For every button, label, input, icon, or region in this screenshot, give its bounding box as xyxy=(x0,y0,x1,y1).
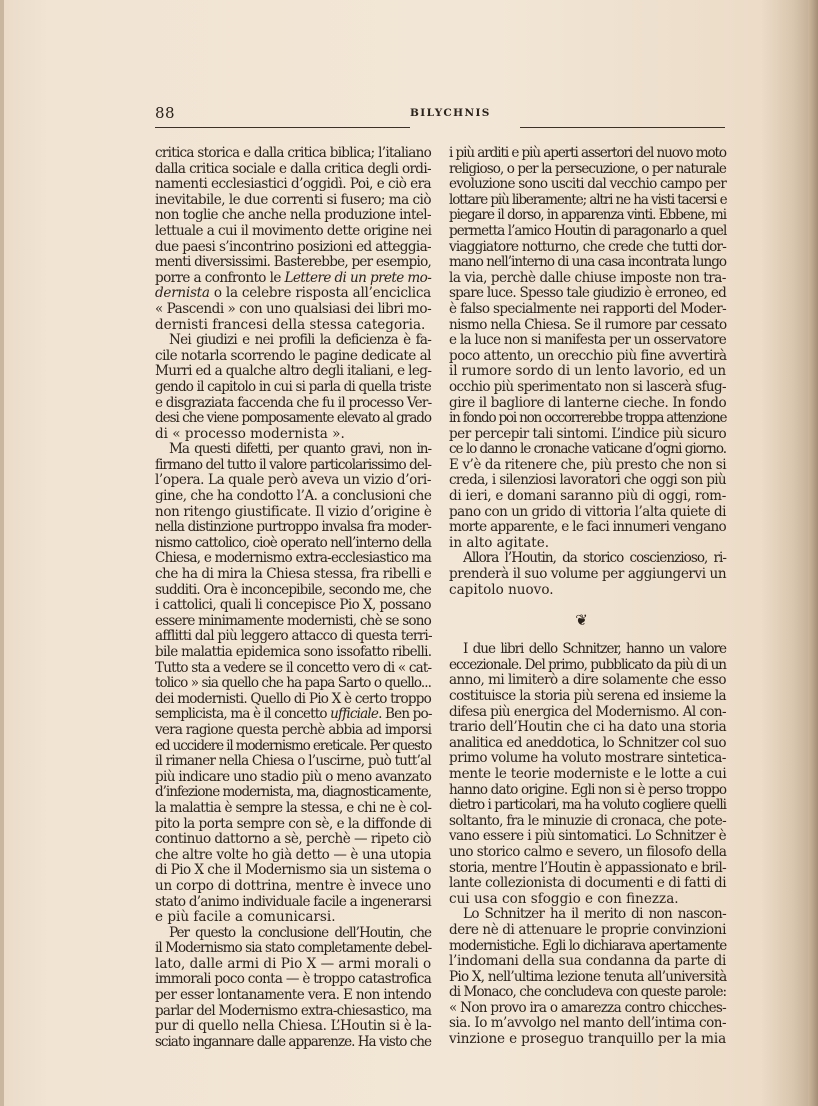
text-line: Lo Schnitzer ha il merito di non nascon- xyxy=(463,906,726,923)
text-line: viaggiatore notturno, che crede che tutti dor- xyxy=(449,238,726,255)
text-line: semplicista, ma è il concetto ufficiale. Ben po- xyxy=(155,706,432,723)
text-line: Nei giudizi e nei profili la deficienza è fa- xyxy=(169,332,431,349)
text-line: eccezionale. Del primo, pubblicato da più di un xyxy=(449,656,727,673)
text-line: continuo dattorno a sè, perchè — ripeto ciò xyxy=(155,831,431,848)
text-line: permetta l’amico Houtin di paragonarlo a quel xyxy=(449,222,727,239)
text-line: soltanto, fra le minuzie di cronaca, che pote- xyxy=(449,812,726,829)
text-line: l’opera. La quale però aveva un vizio d’ori- xyxy=(155,472,431,489)
text-line: dalla critica sociale e dalla critica degli ordi- xyxy=(155,160,431,177)
text-line: più indicare uno stadio più o meno avanzato xyxy=(155,768,432,785)
text-line: nismo nella Chiesa. Se il rumore par cessato xyxy=(449,316,727,333)
text-line: che altre volte ho già detto — è una utopia xyxy=(155,846,432,863)
text-line: dietro i particolari, ma ha voluto cogliere quelli xyxy=(449,797,727,814)
text-line: poco attento, un orecchio più fine avvertirà xyxy=(449,347,727,364)
text-line: pito la porta sempre con sè, e la diffonde di xyxy=(155,815,432,832)
text-line: nella distinzione purtroppo invalsa fra moder- xyxy=(155,519,431,536)
header-rule-left xyxy=(155,127,410,128)
text-line: i più arditi e più aperti assertori del nuovo moto xyxy=(449,145,726,161)
text-line: inevitabile, le due correnti si fusero; ma ciò xyxy=(155,191,431,208)
text-line: Murri ed a qualche altro degli italiani, e leg- xyxy=(155,363,432,380)
text-line: pur di quello nella Chiesa. L’Houtin si è la- xyxy=(155,1018,432,1035)
left-text-column xyxy=(155,146,431,1050)
text-line: per percepir tali sintomi. L’indice più sicuro xyxy=(449,425,727,442)
text-line: di Pio X che il Modernismo sia un sistema o xyxy=(155,862,431,879)
text-line: namenti ecclesiastici d’oggidì. Poi, e ciò era xyxy=(155,176,431,193)
page-left-edge xyxy=(0,0,4,1106)
text-line: non ritengo giustificate. Il vizio d’origine è xyxy=(155,503,432,520)
text-line: immorali poco conta — è troppo catastrofica xyxy=(155,971,432,988)
text-line: dei modernisti. Quello di Pio X è certo troppo xyxy=(155,690,431,707)
text-line: dere nè di attenuare le proprie convinzioni xyxy=(449,921,726,938)
text-line: E v’è da ritenere che, più presto che non si xyxy=(449,456,727,473)
text-line: cui usa con sfoggio e con finezza. xyxy=(449,890,679,907)
text-line: Tutto sta a vedere se il concetto vero di « cat- xyxy=(155,659,432,676)
text-line: mente le teorie moderniste e le lotte a cui xyxy=(449,765,727,782)
text-line: stato d’animo individuale facile a ingenerarsi xyxy=(155,893,431,910)
section-ornament-icon: ❦ xyxy=(575,611,588,630)
text-line: « Pascendi » con uno qualsiasi dei libri mo- xyxy=(155,300,432,317)
text-line: ce lo danno le cronache vaticane d’ogni giorno. xyxy=(449,441,726,458)
text-line: morte apparente, e le faci innumeri vengano xyxy=(449,519,726,536)
text-line: capitolo nuovo. xyxy=(449,581,554,598)
text-line: bile malattia epidemica sono issofatto ribelli. xyxy=(155,644,432,660)
text-line: primo volume ha voluto mostrare sintetica- xyxy=(449,750,726,767)
page-number: 88 xyxy=(155,104,176,122)
text-line: piegare il dorso, in apparenza vinti. Ebbene, mi xyxy=(449,207,727,224)
text-line: afflitti dal più leggero attacco di questa terri- xyxy=(155,628,432,645)
text-line: due paesi s’incontrino posizioni ed atteggia- xyxy=(155,238,431,255)
text-line: il rimaner nella Chiesa o l’uscirne, può tutt’al xyxy=(155,753,431,770)
text-line: dernisti francesi della stessa categoria. xyxy=(155,316,426,333)
text-line: gire il bagliore di lanterne cieche. In fondo xyxy=(449,394,727,411)
text-line: mano nell’interno di una casa incontrata lungo xyxy=(449,254,727,271)
text-line: gendo il capitolo in cui si parla di quella triste xyxy=(155,378,431,395)
text-line: essere minimamente modernisti, chè se sono xyxy=(155,612,431,629)
text-line: di ieri, e domani saranno più di oggi, rom- xyxy=(449,488,726,505)
text-line: di Monaco, che concludeva con queste parole: xyxy=(449,984,727,1001)
text-line: di « processo modernista ». xyxy=(155,425,345,442)
text-line: parlar del Modernismo extra-chiesastico, ma xyxy=(155,1002,432,1019)
text-line: lante collezionista di documenti e di fatti di xyxy=(449,875,727,892)
text-line: la malattia è sempre la stessa, e chi ne è col- xyxy=(155,799,432,816)
running-title: BILYCHNIS xyxy=(410,107,491,119)
text-line: lato, dalle armi di Pio X — armi morali o xyxy=(155,955,432,972)
text-line: I due libri dello Schnitzer, hanno un valore xyxy=(463,641,726,658)
text-line: storia, mentre l’Houtin è appassionato e bril- xyxy=(449,859,726,876)
text-line: il Modernismo sia stato completamente debel- xyxy=(155,940,432,957)
page-header xyxy=(155,104,725,126)
right-text-column xyxy=(449,146,726,1048)
text-line: « Non provo ira o amarezza contro chicches- xyxy=(449,999,726,1016)
text-line: i cattolici, quali li concepisce Pio X, possano xyxy=(155,597,431,614)
text-line: Ma questi difetti, per quanto gravi, non in- xyxy=(169,441,431,458)
header-rule-right xyxy=(520,127,725,128)
text-line: menti diversissimi. Basterebbe, per esempio, xyxy=(155,254,431,271)
text-line: in fondo poi non occorrerebbe troppa attenzione xyxy=(449,410,727,427)
text-line: pano con un grido di vittoria l’alta quiete di xyxy=(449,503,727,520)
text-line: vano essere i più sintomatici. Lo Schnitzer è xyxy=(449,828,726,845)
text-line: e la luce non si manifesta per un osservatore xyxy=(449,332,726,349)
right-column-bottom-section xyxy=(449,642,726,1047)
text-line: la via, perchè dalle chiuse imposte non tra- xyxy=(449,269,726,286)
text-line: analitica ed aneddotica, lo Schnitzer col suo xyxy=(449,734,726,751)
text-line: e più facile a comunicarsi. xyxy=(155,909,336,926)
text-line: cile notarla scorrendo le pagine dedicate al xyxy=(155,347,431,364)
right-column-top-section xyxy=(449,146,726,598)
text-line: Per questo la conclusione dell’Houtin, che xyxy=(169,924,431,941)
text-line: lottare più liberamente; altri ne ha visti tacersi e xyxy=(449,191,727,208)
text-line: dernista o la celebre risposta all’enciclica xyxy=(155,285,431,302)
text-line: modernistiche. Egli lo dichiarava apertamente xyxy=(449,937,727,954)
text-line: occhio più sperimentato non si lascerà sfug- xyxy=(449,378,726,395)
text-line: vinzione e proseguo tranquillo per la mia xyxy=(449,1031,726,1048)
text-line: l’indomani della sua condanna da parte di xyxy=(449,953,726,970)
text-line: porre a confronto le Lettere di un prete mo- xyxy=(155,269,432,286)
text-line: religioso, o per la persecuzione, o per naturale xyxy=(449,160,726,177)
page-right-edge xyxy=(808,0,818,1106)
text-line: difesa più energica del Modernismo. Al con- xyxy=(449,703,726,720)
text-line: è falso specialmente nei rapporti del Moder- xyxy=(449,300,726,317)
text-line: e disgraziata faccenda che fu il processo Ver- xyxy=(155,394,432,411)
text-line: Pio X, nell’ultima lezione tenuta all’università xyxy=(449,968,727,985)
text-line: ed uccidere il modernismo ereticale. Per questo xyxy=(155,737,432,754)
text-line: non toglie che anche nella produzione intel- xyxy=(155,207,431,224)
text-line: trario dell’Houtin che ci ha dato una storia xyxy=(449,719,727,736)
text-line: creda, i silenziosi lavoratori che oggi son più xyxy=(449,472,726,489)
text-line: un corpo di dottrina, mentre è invece uno xyxy=(155,877,431,894)
text-line: per esser lontanamente vera. E non intendo xyxy=(155,987,432,1004)
text-line: vera ragione questa perchè abbia ad imporsi xyxy=(155,721,432,738)
text-line: nismo cattolico, cioè operato nell’interno della xyxy=(155,534,432,551)
text-line: d’infezione modernista, ma, diagnosticamente, xyxy=(155,784,431,801)
text-line: costituisce la storia più serena ed insieme la xyxy=(449,688,726,704)
text-line: spare luce. Spesso tale giudizio è erroneo, ed xyxy=(449,285,726,302)
text-line: hanno dato origine. Egli non si è perso troppo xyxy=(449,781,727,798)
text-line: sciato ingannare dalle apparenze. Ha visto che xyxy=(155,1033,431,1050)
text-line: prenderà il suo volume per aggiungervi un xyxy=(449,566,727,583)
text-line: il rumore sordo di un lento lavorio, ed un xyxy=(449,363,726,380)
text-line: Allora l’Houtin, da storico coscienzioso, ri- xyxy=(463,550,726,567)
text-line: lettuale a cui il movimento dette origine nei xyxy=(155,222,432,239)
text-line: anno, mi limiterò a dire solamente che esso xyxy=(449,672,726,689)
text-line: critica storica e dalla critica biblica; l’italiano xyxy=(155,145,431,161)
text-line: uno storico calmo e severo, un filosofo della xyxy=(449,843,727,860)
text-line: gine, che ha condotto l’A. a conclusioni che xyxy=(155,488,432,505)
text-line: firmano del tutto il valore particolarissimo del- xyxy=(155,456,431,473)
text-line: che ha di mira la Chiesa stessa, fra ribelli e xyxy=(155,566,432,583)
text-line: Chiesa, e modernismo extra-ecclesiastico ma xyxy=(155,550,431,567)
text-line: sia. Io m’avvolgo nel manto dell’intima con- xyxy=(449,1015,726,1032)
text-line: in alto agitate. xyxy=(449,534,550,551)
text-line: tolico » sia quello che ha papa Sarto o quello... xyxy=(155,675,431,692)
text-line: desi che viene pomposamente elevato al grado xyxy=(155,410,431,427)
text-line: evoluzione sono usciti dal vecchio campo per xyxy=(449,176,727,193)
text-line: sudditi. Ora è inconcepibile, secondo me, che xyxy=(155,581,431,598)
